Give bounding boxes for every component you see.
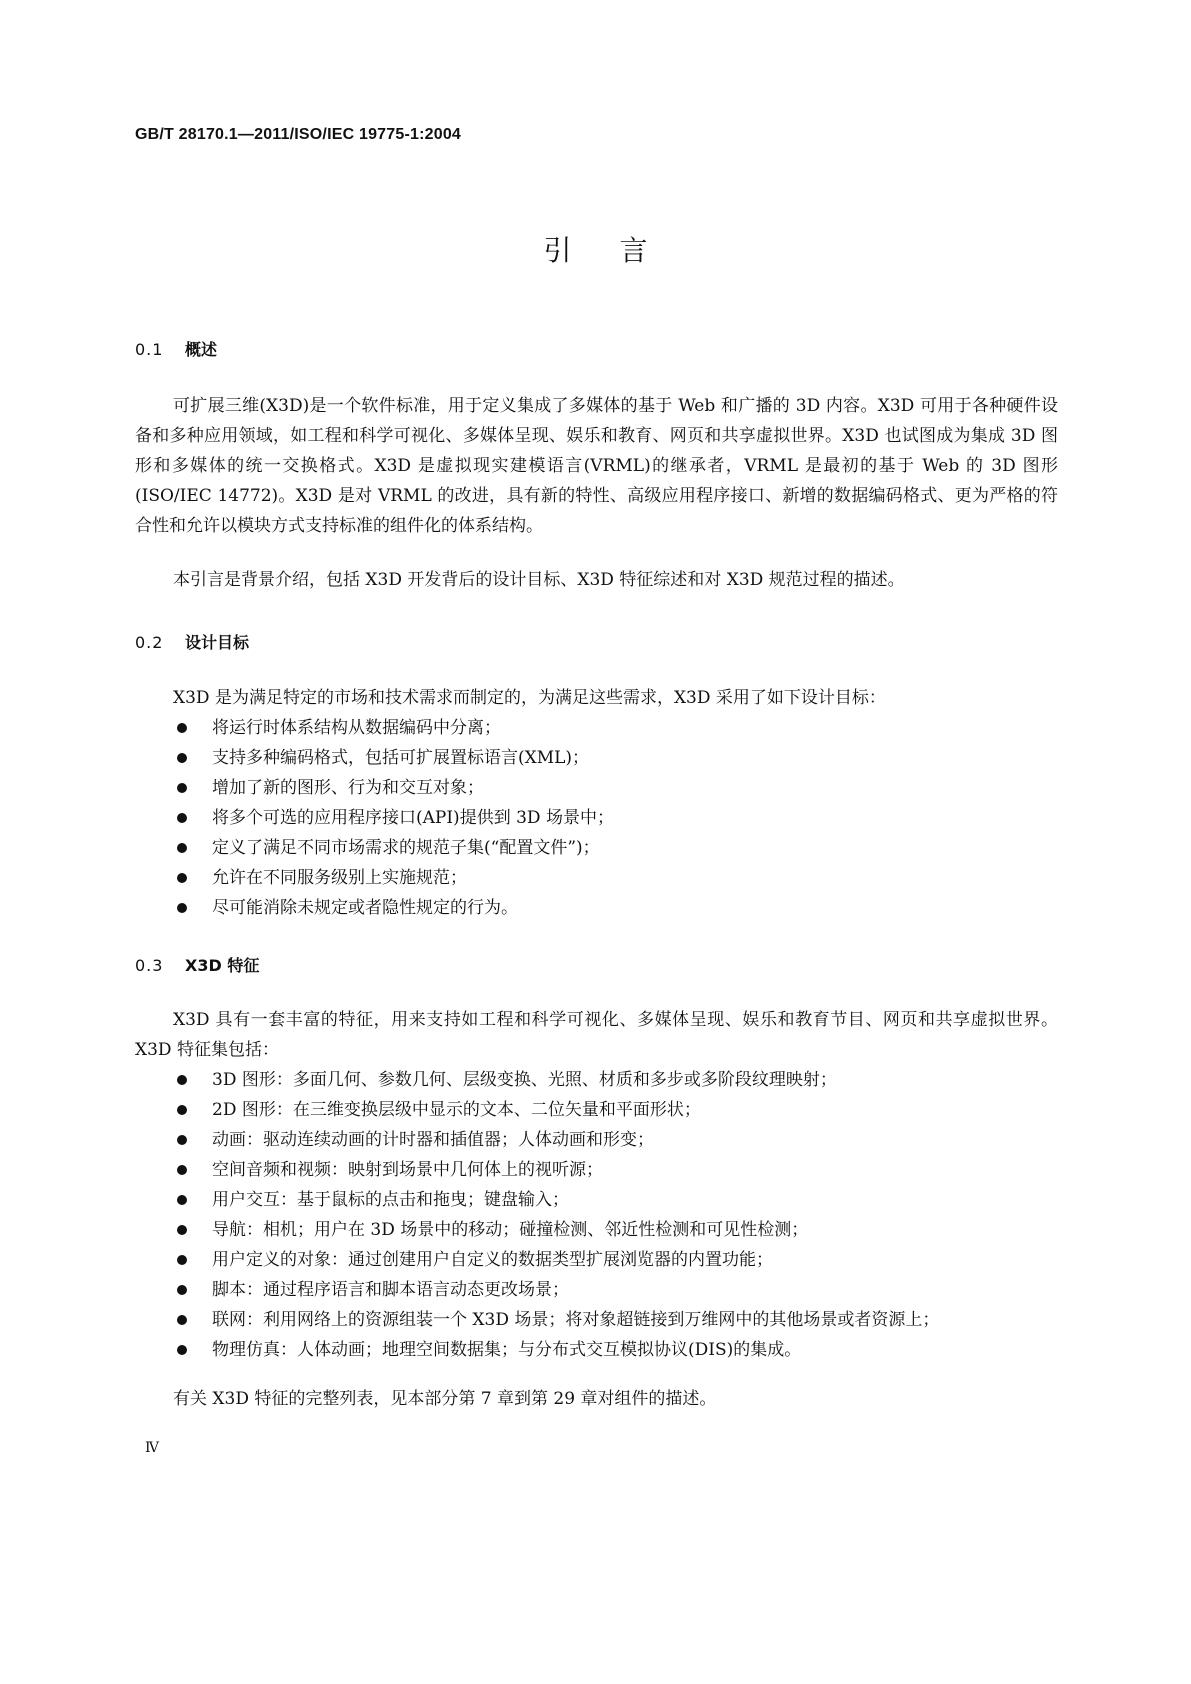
list-item: 定义了满足不同市场需求的规范子集(“配置文件”)； (135, 833, 1058, 863)
bullet-icon (177, 783, 187, 793)
bullet-icon (177, 1165, 187, 1175)
design-goals-intro: X3D 是为满足特定的市场和技术需求而制定的，为满足这些需求，X3D 采用了如下设计目标： (173, 688, 886, 708)
list-item: 将多个可选的应用程序接口(API)提供到 3D 场景中； (135, 803, 1058, 833)
bullet-icon (177, 1285, 187, 1295)
features-closing: 有关 X3D 特征的完整列表，见本部分第 7 章到第 29 章对组件的描述。 (173, 1389, 717, 1409)
list-item: 动画：驱动连续动画的计时器和插值器；人体动画和形变； (135, 1125, 1058, 1155)
design-goals-list (135, 713, 1058, 923)
bullet-icon (177, 1225, 187, 1235)
bullet-icon (177, 1315, 187, 1325)
bullet-icon (177, 1105, 187, 1115)
bullet-icon (177, 1075, 187, 1085)
bullet-icon (177, 1135, 187, 1145)
overview-paragraph-1: 可扩展三维(X3D)是一个软件标准，用于定义集成了多媒体的基于 Web 和广播的 3D 内容。X3D 可用于各种硬件设备和多种应用领域，如工程和科学可视化、多媒体呈现、娱乐和教育、网页和共享虚拟世界。X3D 也试图成为集成 3D 图形和多媒体的统一交换格式。X3D 是虚拟现实建模语言(VRML)的继承者，VRML 是最初的基于 Web 的 3D 图形(ISO/IEC 14772)。X3D 是对 VRML 的改进，具有新的特性、高级应用程序接口、新增的数据编码格式、更为严格的符合性和允许以模块方式支持标准的组件化的体系结构。 (135, 396, 1058, 536)
bullet-icon (177, 1255, 187, 1265)
page-title: 引言 (543, 234, 696, 267)
section-title: 设计目标 (185, 633, 250, 652)
section-title: X3D 特征 (185, 956, 260, 975)
overview-paragraph-2: 本引言是背景介绍，包括 X3D 开发背后的设计目标、X3D 特征综述和对 X3D 规范过程的描述。 (173, 570, 905, 590)
section-heading-0-2 (135, 630, 249, 653)
section-number: 0.2 (135, 633, 164, 652)
bullet-icon (177, 1195, 187, 1205)
page-number: Ⅳ (145, 1440, 159, 1456)
list-item: 用户定义的对象：通过创建用户自定义的数据类型扩展浏览器的内置功能； (135, 1245, 1058, 1275)
standard-header: GB/T 28170.1—2011/ISO/IEC 19775-1:2004 (135, 126, 462, 143)
list-item: 空间音频和视频：映射到场景中几何体上的视听源； (135, 1155, 1058, 1185)
features-list (135, 1065, 1058, 1365)
list-item: 允许在不同服务级别上实施规范； (135, 863, 1058, 893)
list-item: 脚本：通过程序语言和脚本语言动态更改场景； (135, 1275, 1058, 1305)
bullet-icon (177, 903, 187, 913)
list-item: 增加了新的图形、行为和交互对象； (135, 773, 1058, 803)
list-item: 支持多种编码格式，包括可扩展置标语言(XML)； (135, 743, 1058, 773)
list-item: 导航：相机；用户在 3D 场景中的移动；碰撞检测、邻近性检测和可见性检测； (135, 1215, 1058, 1245)
bullet-icon (177, 723, 187, 733)
list-item: 用户交互：基于鼠标的点击和拖曳；键盘输入； (135, 1185, 1058, 1215)
section-number: 0.3 (135, 956, 164, 975)
features-intro: X3D 具有一套丰富的特征，用来支持如工程和科学可视化、多媒体呈现、娱乐和教育节目、网页和共享虚拟世界。X3D 特征集包括： (135, 1010, 1058, 1060)
list-item: 3D 图形：多面几何、参数几何、层级变换、光照、材质和多步或多阶段纹理映射； (135, 1065, 1058, 1095)
bullet-icon (177, 813, 187, 823)
bullet-icon (177, 843, 187, 853)
section-title: 概述 (185, 340, 218, 359)
list-item: 尽可能消除未规定或者隐性规定的行为。 (135, 893, 1058, 923)
list-item: 2D 图形：在三维变换层级中显示的文本、二位矢量和平面形状； (135, 1095, 1058, 1125)
bullet-icon (177, 753, 187, 763)
section-heading-0-1 (135, 337, 217, 360)
bullet-icon (177, 1345, 187, 1355)
section-number: 0.1 (135, 340, 164, 359)
list-item: 物理仿真：人体动画；地理空间数据集；与分布式交互模拟协议(DIS)的集成。 (135, 1335, 1058, 1365)
list-item: 联网：利用网络上的资源组装一个 X3D 场景；将对象超链接到万维网中的其他场景或者资源上； (135, 1305, 1058, 1335)
list-item: 将运行时体系结构从数据编码中分离； (135, 713, 1058, 743)
section-heading-0-3 (135, 953, 259, 976)
bullet-icon (177, 873, 187, 883)
